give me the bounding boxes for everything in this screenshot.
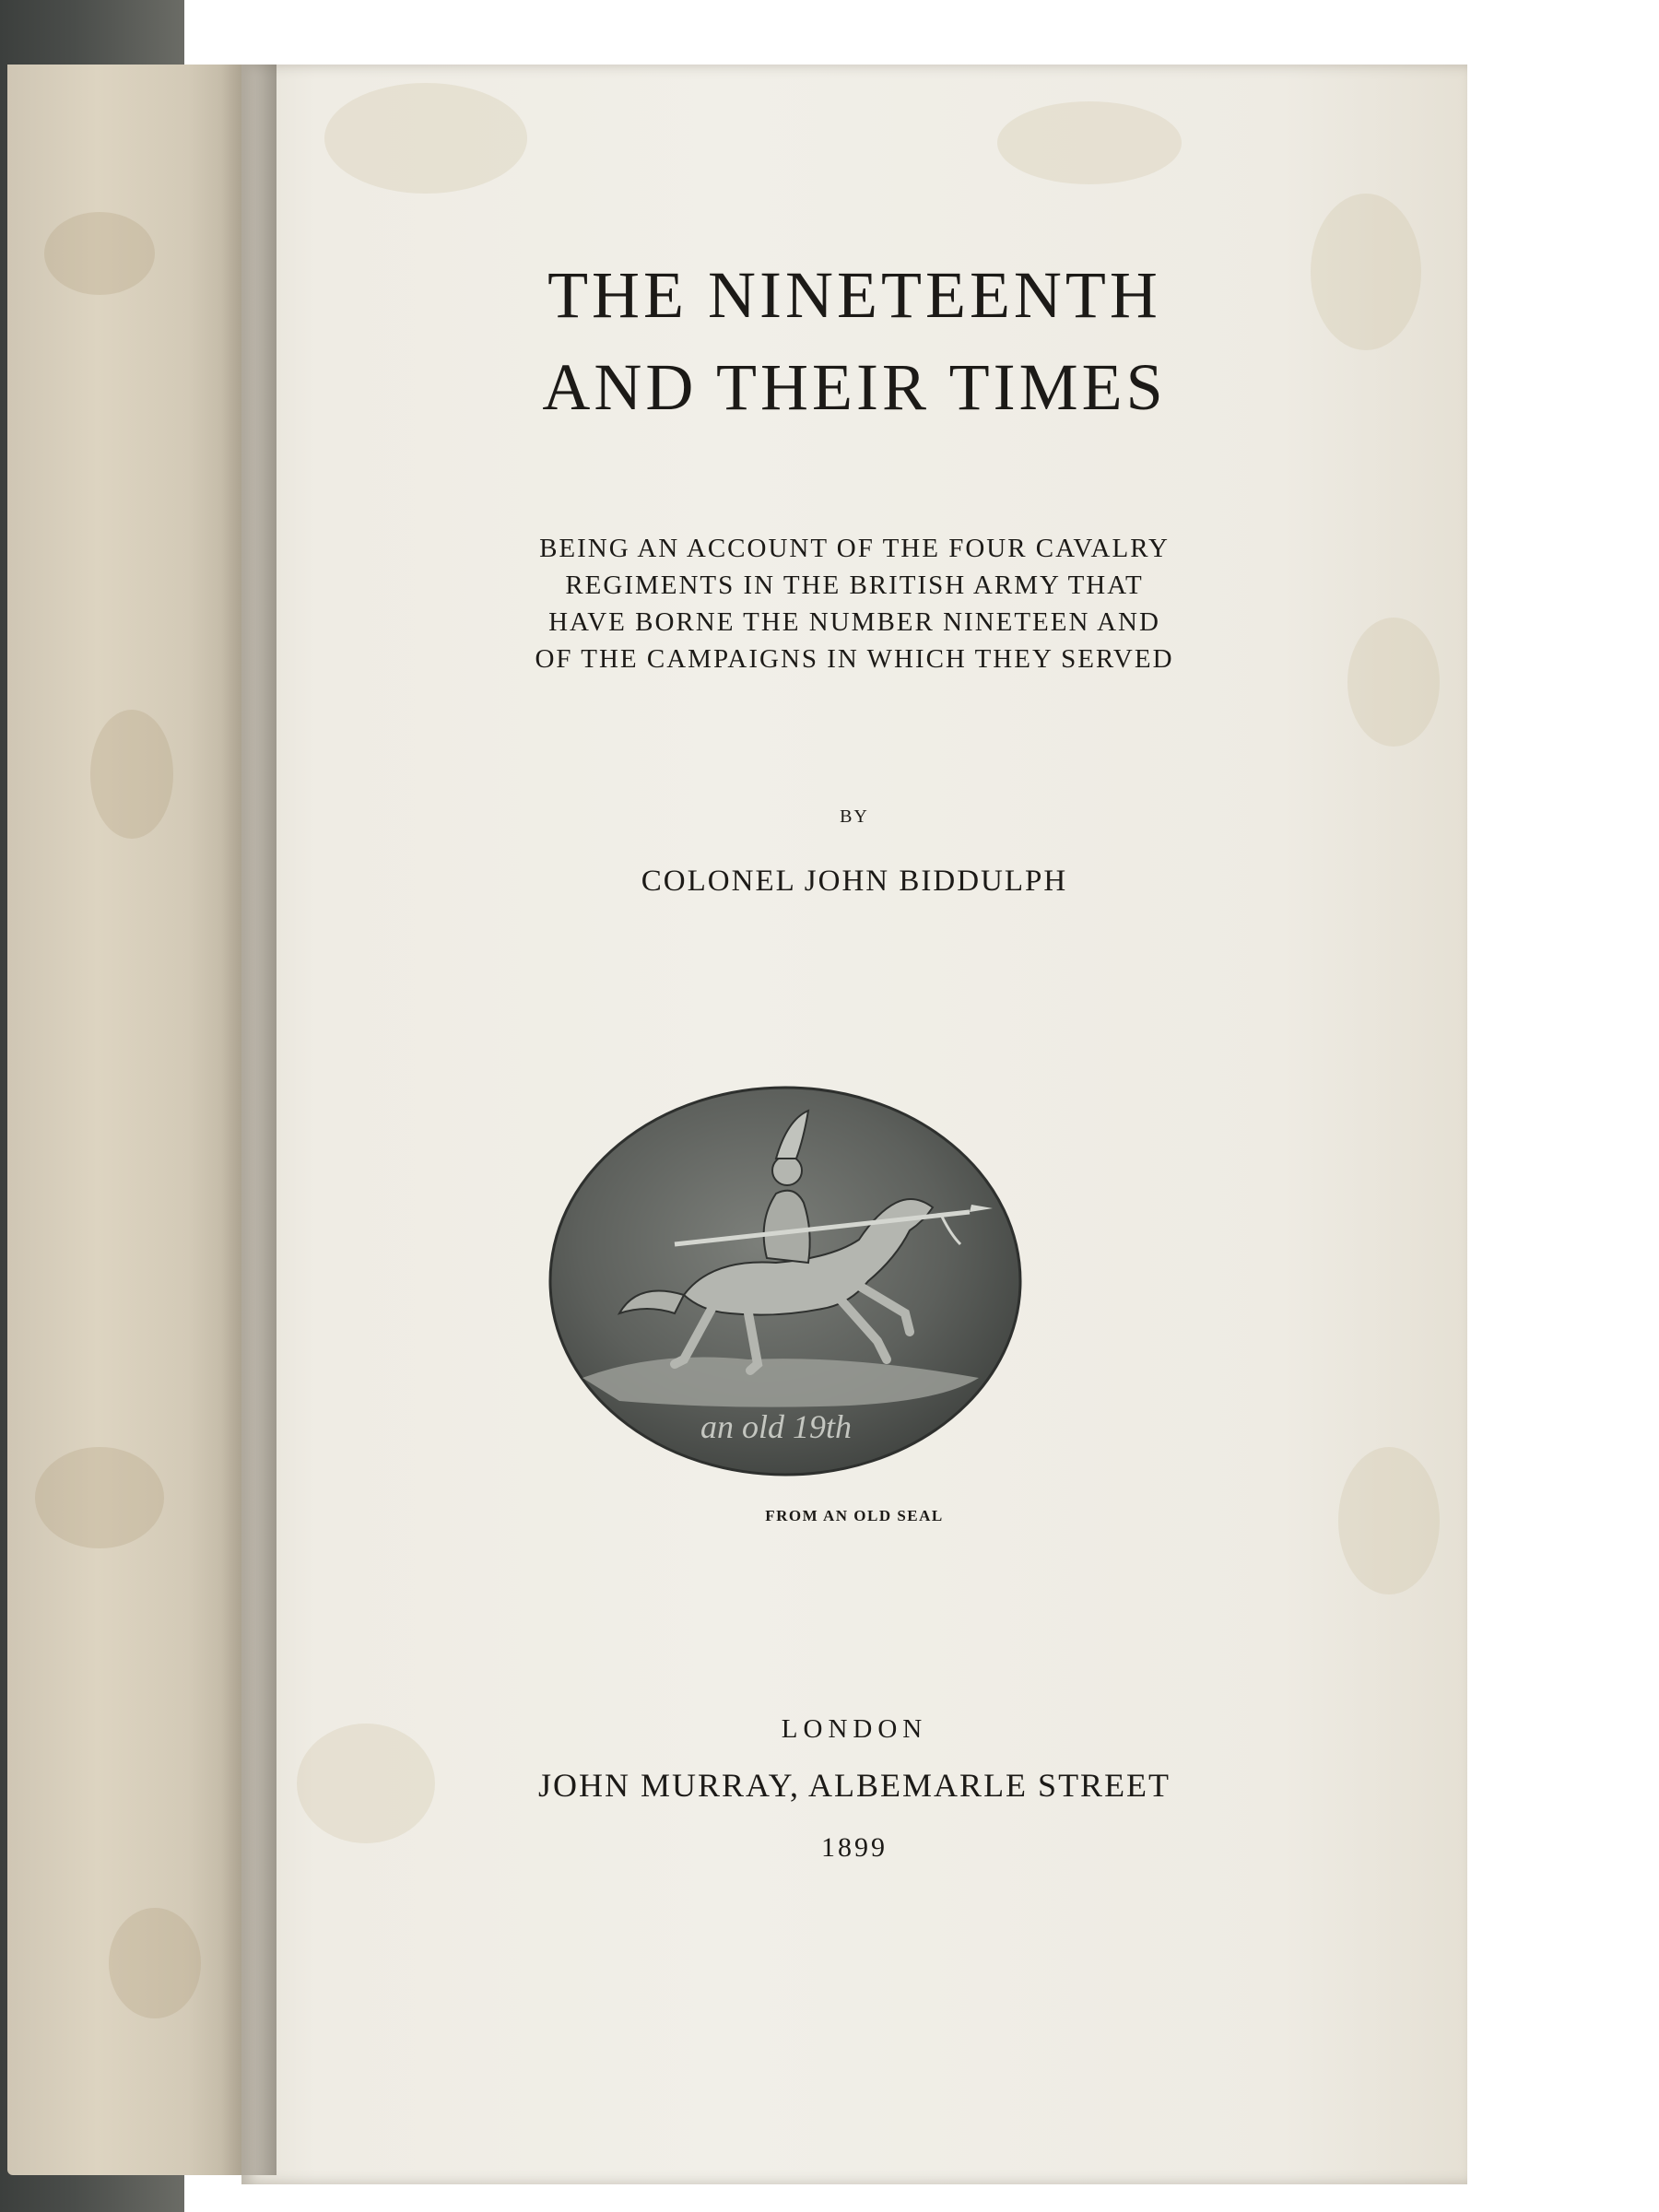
mounted-lancer-seal-icon bbox=[546, 1083, 1025, 1479]
subtitle-line-3: HAVE BORNE THE NUMBER NINETEEN AND bbox=[548, 607, 1160, 637]
book-subtitle bbox=[241, 530, 1467, 677]
subtitle-line-1: BEING AN ACCOUNT OF THE FOUR CAVALRY bbox=[539, 534, 1170, 563]
by-line: BY bbox=[840, 806, 869, 827]
seal-inscription: an old 19th bbox=[700, 1408, 853, 1445]
gutter-shadow bbox=[221, 65, 276, 2175]
publisher-city: LONDON bbox=[781, 1714, 928, 1744]
publication-year: 1899 bbox=[821, 1832, 888, 1863]
title-line-1: THE NINETEENTH bbox=[547, 258, 1161, 332]
title-page bbox=[241, 65, 1467, 2184]
seal-caption: FROM AN OLD SEAL bbox=[765, 1507, 944, 1524]
title-line-2: AND THEIR TIMES bbox=[542, 350, 1167, 424]
book-title bbox=[241, 249, 1467, 433]
publisher-name: JOHN MURRAY, ALBEMARLE STREET bbox=[537, 1767, 1171, 1804]
subtitle-line-4: OF THE CAMPAIGNS IN WHICH THEY SERVED bbox=[535, 644, 1174, 674]
subtitle-line-2: REGIMENTS IN THE BRITISH ARMY THAT bbox=[565, 571, 1144, 600]
author-name: COLONEL JOHN BIDDULPH bbox=[641, 865, 1068, 898]
